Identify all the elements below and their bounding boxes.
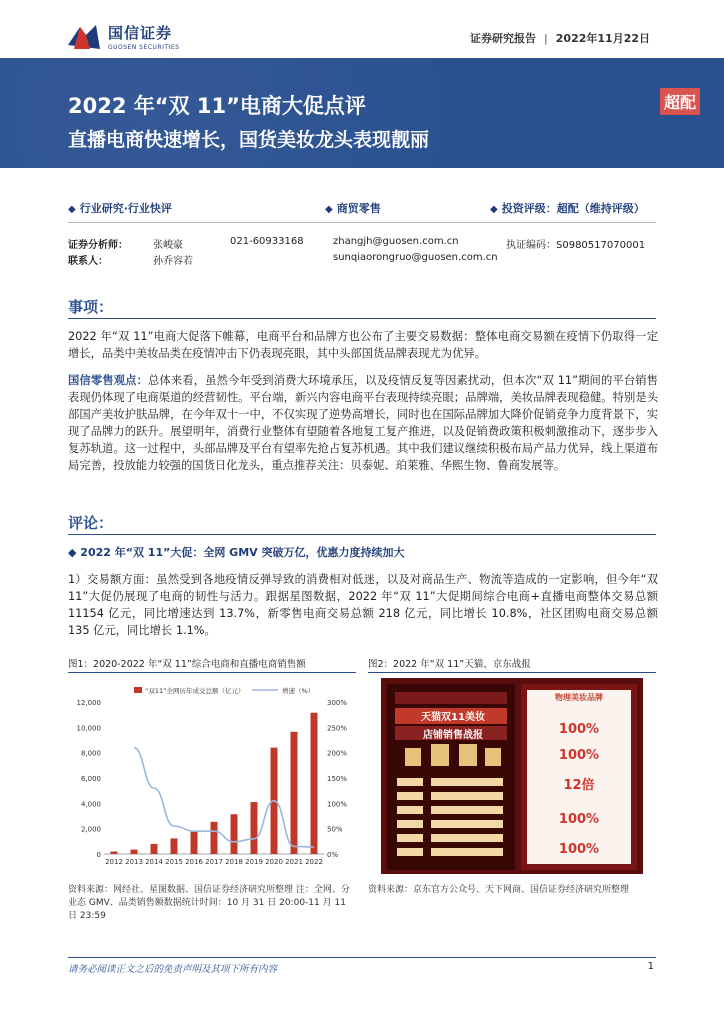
analyst-name: 张峻豪 [153, 240, 183, 251]
analyst-role: 证券分析师： [68, 240, 128, 251]
figure2-title: 图2：2022 年“双 11”天猫、京东战报 [368, 659, 531, 670]
taxonomy-rating: ◆ 投资评级：超配（维持评级） [490, 202, 645, 215]
report-title: 2022 年“双 11”电商大促点评 [68, 94, 366, 118]
y-left-tick-label: 0 [96, 851, 101, 859]
y-right-tick-label: 50% [327, 825, 343, 834]
taxonomy-industry: ◆ 行业研究·行业快评 [68, 202, 172, 215]
diamond-icon: ◆ [490, 204, 498, 215]
x-tick-label: 2020 [265, 858, 283, 866]
chart-bar [311, 713, 318, 854]
y-right-tick-label: 300% [327, 699, 348, 707]
analyst-phone: 021-60933168 [230, 236, 304, 247]
logo-cn-text: 国信证券 [108, 24, 173, 42]
company-logo [66, 22, 179, 51]
tmall-sub: 店铺销售战报 [423, 730, 483, 741]
jd-stat: 100% [558, 722, 600, 737]
x-tick-label: 2016 [185, 858, 203, 866]
y-left-tick-label: 4,000 [80, 800, 101, 809]
logo-icon [66, 23, 102, 51]
jd-stat: 100% [558, 748, 600, 763]
y-right-tick-label: 0% [327, 851, 339, 859]
view-label: 国信零售观点： [68, 374, 149, 387]
legend-bar-swatch [134, 687, 142, 693]
legend-line-label: 增速（%） [282, 687, 315, 695]
comment-bullet: ◆ 2022 年“双 11”大促：全网 GMV 突破万亿，优惠力度持续加大 [68, 546, 405, 559]
chart-bar [231, 814, 238, 854]
diamond-icon: ◆ [325, 204, 333, 215]
promo-poster [381, 678, 643, 874]
figure2-source: 资料来源：京东官方公众号、天下网商、国信证券经济研究所整理 [368, 885, 630, 895]
section-line [68, 534, 656, 535]
x-tick-label: 2015 [165, 858, 183, 866]
section-line [68, 318, 656, 319]
jd-stat: 100% [558, 842, 600, 857]
report-subtitle: 直播电商快速增长，国货美妆龙头表现靓丽 [68, 129, 430, 151]
contact-name: 孙乔容若 [153, 256, 193, 267]
jd-head: 物理美妆品牌 [555, 693, 603, 702]
x-tick-label: 2013 [125, 858, 143, 866]
figure1-title: 图1：2020-2022 年“双 11”综合电商和直播电商销售额 [68, 659, 306, 670]
comment-paragraph: 1）交易额方面：虽然受到各地疫情反弹导致的消费相对低迷，以及对商品生产、物流等造成的一定影响，但今年“双 11”大促仍展现了电商的韧性与活力。跟据星图数据，2022 年“双 11”大促期间综合电商+直播电商整体交易总额 11154 亿元，同比增速达到 13.7%，新零售电商交易总额 218 亿元，同比增长 10.8%，社区团购电商交易总额 135 亿元，同比增长 1.1%。 [68, 573, 658, 637]
sales-chart-svg [68, 678, 356, 878]
chart-bar [131, 850, 138, 854]
legend-bar-label: “双11”全网历年成交总额（亿元） [145, 687, 245, 695]
figure1-source: 资料来源：网经社、星图数据、国信证券经济研究所整理 注：全网、分业态 GMV、品类销售额数据统计时间：10 月 31 日 20:00-11 月 11 日 23:59 [68, 885, 350, 921]
y-right-tick-label: 200% [327, 749, 348, 758]
y-right-tick-label: 250% [327, 724, 348, 733]
figure2-line [368, 672, 656, 673]
growth-line [134, 748, 314, 847]
analyst-cert: 执证编码：S0980517070001 [506, 240, 646, 251]
chart-bar [251, 802, 258, 854]
diamond-icon: ◆ [68, 204, 76, 215]
x-tick-label: 2019 [245, 858, 263, 866]
tmall-head: 天猫双11美妆 [421, 712, 485, 723]
divider [68, 222, 656, 223]
footer-line [68, 957, 656, 958]
report-type: 证券研究报告 [470, 32, 537, 45]
analyst-email[interactable]: zhangjh@guosen.com.cn [333, 236, 459, 247]
y-left-tick-label: 2,000 [80, 825, 101, 834]
chart-bar [211, 822, 218, 854]
y-left-tick-label: 6,000 [80, 775, 101, 783]
y-left-tick-label: 10,000 [76, 724, 101, 733]
y-left-tick-label: 8,000 [80, 749, 101, 758]
page-number: 1 [647, 961, 654, 972]
x-tick-label: 2017 [205, 858, 223, 866]
figure1-line [68, 672, 356, 673]
x-tick-label: 2018 [225, 858, 243, 866]
chart-bar [151, 844, 158, 854]
chart-bar [171, 838, 178, 854]
view-paragraph: 国信零售观点：总体来看，虽然今年受到消费大环境承压，以及疫情反复等因素扰动，但本次“双 11”期间的平台销售表现仍体现了电商渠道的经营韧性。平台端，新兴内容电商平台表现持续亮眼；品牌端，美妆品牌表现稳健。特别是头部国产美妆护肤品牌，在今年双十一中，不仅实现了逆势高增长，同时也在国际品牌加大降价促销竞争力度背景下，实现了品牌力的跃升。展望明年，消费行业整体有望随着各地复工复产推进，以及促销费政策积极刺激推动下，逐步步入复苏轨道。这一过程中，头部品牌及平台有望率先抢占复苏机遇。其中我们建议继续积极布局产品力优异，线上渠道布局完善，投放能力较强的国货日化龙头，重点推荐关注：贝泰妮、珀莱雅、华熙生物、鲁商发展等。 [68, 374, 658, 472]
jd-stat: 100% [558, 812, 600, 827]
y-right-tick-label: 150% [327, 775, 348, 783]
x-tick-label: 2022 [305, 858, 323, 866]
chart-bar [111, 851, 118, 854]
section-heading-matter: 事项： [68, 298, 114, 316]
sales-chart [68, 678, 356, 878]
logo-en-text: GUOSEN SECURITIES [108, 44, 180, 51]
chart-bar [191, 832, 198, 854]
footer-disclaimer[interactable]: 请务必阅读正文之后的免责声明及其项下所有内容 [68, 964, 278, 975]
chart-bar [291, 732, 298, 854]
section-heading-comment: 评论： [68, 514, 114, 532]
y-right-tick-label: 100% [327, 800, 348, 809]
y-left-tick-label: 12,000 [76, 699, 101, 707]
jd-stat: 12倍 [563, 778, 595, 793]
x-tick-label: 2012 [105, 858, 123, 866]
matter-paragraph: 2022 年“双 11”电商大促落下帷幕，电商平台和品牌方也公布了主要交易数据：整体电商交易额在疫情下仍取得一定增长，品类中美妆品类在疫情冲击下仍表现亮眼，其中头部国货品牌表现尤为优异。 [68, 330, 658, 360]
taxonomy-sector: ◆ 商贸零售 [325, 202, 381, 215]
report-meta: 证券研究报告 | 2022年11月22日 [470, 32, 650, 45]
rating-badge: 超配 [660, 88, 700, 115]
x-tick-label: 2021 [285, 858, 303, 866]
report-date: 2022年11月22日 [555, 32, 650, 45]
title-banner [0, 58, 724, 168]
contact-email[interactable]: sunqiaorongruo@guosen.com.cn [333, 252, 498, 263]
diamond-icon: ◆ [68, 546, 81, 559]
x-tick-label: 2014 [145, 858, 163, 866]
contact-role: 联系人： [68, 256, 108, 267]
